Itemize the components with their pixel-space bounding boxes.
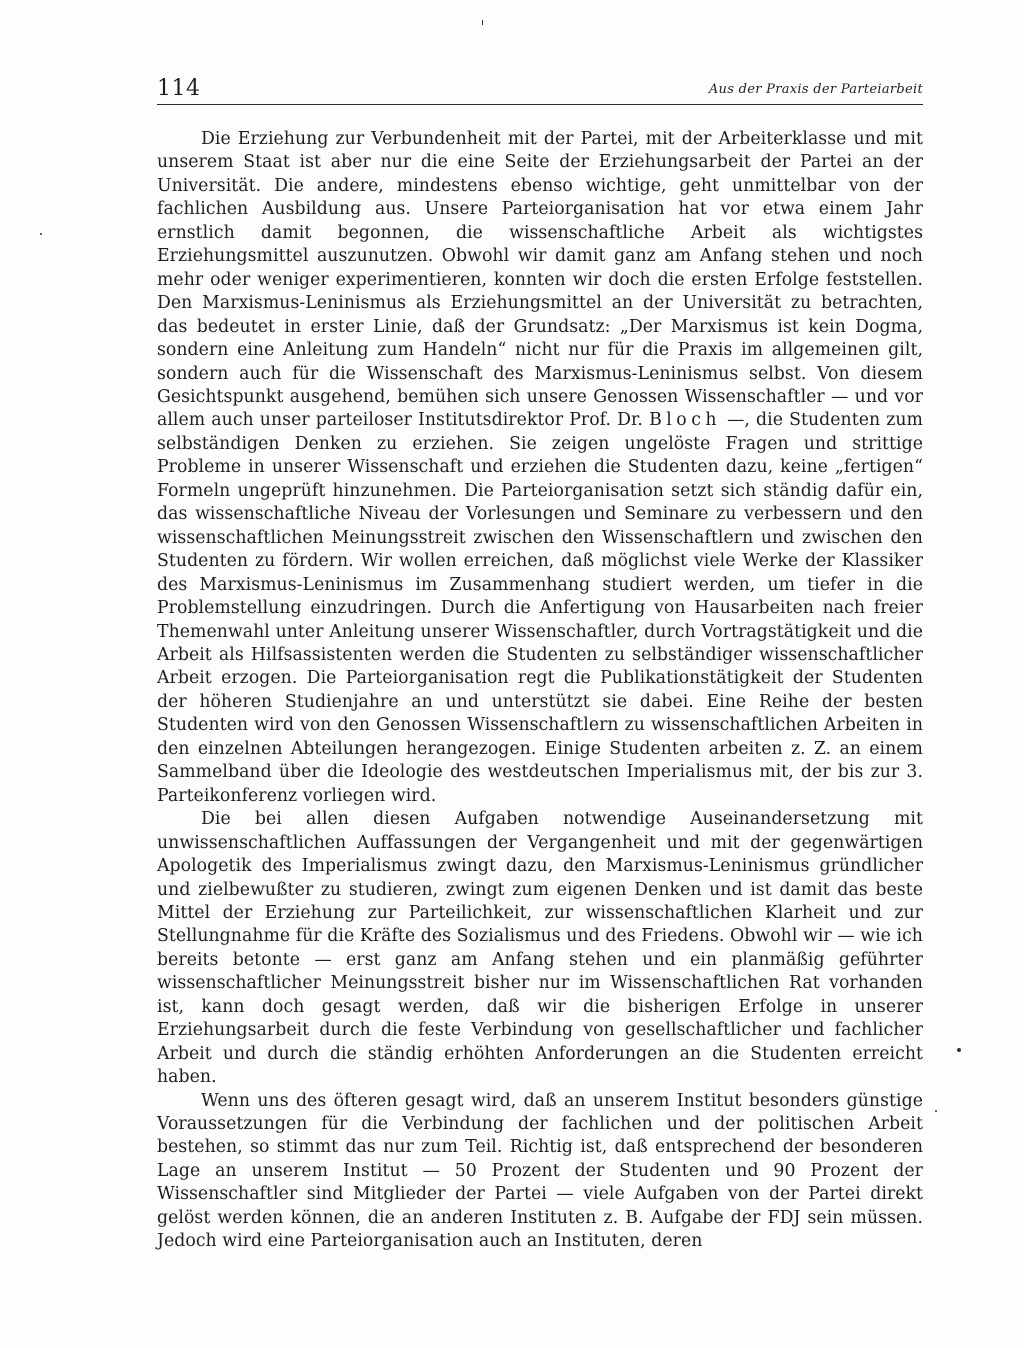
paragraph-3: Wenn uns des öfteren gesagt wird, daß an unserem Institut besonders günstige Voraussetzungen für die Verbindung der fachlichen und der politischen Arbeit bestehen, so stimmt das nur zum Teil. Richtig ist, daß entsprechend der besonderen Lage an unserem Institut — 50 Prozent der Studenten und 90 Prozent der Wissenschaftler sind Mitglieder der Partei — viele Aufgaben von der Partei direkt gelöst werden können, die an anderen Instituten z. B. Aufgabe der FDJ sein müssen. Jedoch wird eine Parteiorganisation auch an Instituten, deren bbox=[157, 1090, 923, 1252]
paragraph-1-part-a: Die Erziehung zur Verbundenheit mit der Partei, mit der Arbeiterklasse und mit unserem Staat ist aber nur die eine Seite der Erziehungsarbeit der Partei an der Universität. Die andere, mindestens ebenso wichtige, geht unmittelbar von der fachlichen Ausbildung aus. Unsere Parteiorganisation hat vor etwa einem Jahr ernstlich damit begonnen, die wissenschaftliche Arbeit als wichtigstes Erziehungsmittel auszunutzen. Obwohl wir damit ganz am Anfang stehen und noch mehr oder weniger experimentieren, konnten wir doch die ersten Erfolge feststellen. Den Marxismus-Leninismus als Erziehungsmittel an der Universität zu betrachten, das bedeutet in erster Linie, daß der Grundsatz: „Der Marxismus ist kein Dogma, sondern eine Anleitung zum Handeln“ nicht nur für die Praxis im allgemeinen gilt, sondern auch für die Wissenschaft des Marxismus-Leninismus selbst. Von diesem Gesichtspunkt ausgehend, bemühen sich unsere Genossen Wissenschaftler — und vor allem auch unser parteiloser Institutsdirektor Prof. Dr. bbox=[157, 129, 923, 431]
page-header bbox=[157, 76, 923, 106]
paragraph-1-part-b: —, die Studenten zum selbständigen Denken zu erziehen. Sie zeigen ungelöste Fragen und strittige Probleme in unserer Wissenschaft und erziehen die Studenten dazu, keine „fertigen“ Formeln ungeprüft hinzunehmen. Die Parteiorganisation setzt sich ständig dafür ein, das wissenschaftliche Niveau der Vorlesungen und Seminare zu verbessern und den wissenschaftlichen Meinungsstreit zwischen den Wissenschaftlern und zwischen den Studenten zu fördern. Wir wollen erreichen, daß möglichst viele Werke der Klassiker des Marxismus-Leninismus im Zusammenhang studiert werden, um tiefer in die Problemstellung einzudringen. Durch die Anfertigung von Hausarbeiten nach freier Themenwahl unter Anleitung unserer Wissenschaftler, durch Vortragstätigkeit und die Arbeit als Hilfsassistenten werden die Studenten zu selbständiger wissenschaftlicher Arbeit erzogen. Die Parteiorganisation regt die Publikationstätigkeit der Studenten der höheren Studienjahre an und unterstützt sie dabei. Eine Reihe der besten Studenten wird von den Genossen Wissenschaftlern zu wissenschaftlichen Arbeiten in den einzelnen Abteilungen herangezogen. Einige Studenten arbeiten z. Z. an einem Sammelband über die Ideologie des westdeutschen Imperialismus mit, der bis zur 3. Parteikonferenz vorliegen wird. bbox=[157, 410, 923, 806]
scan-speck bbox=[957, 1048, 961, 1052]
scan-speck bbox=[482, 20, 483, 25]
page-number: 114 bbox=[157, 76, 201, 101]
paragraph-1 bbox=[157, 128, 923, 808]
scan-speck bbox=[935, 1110, 937, 1112]
running-head: Aus der Praxis der Parteiarbeit bbox=[708, 82, 923, 97]
spaced-name-bloch: Bloch bbox=[649, 410, 722, 431]
scan-speck bbox=[40, 233, 42, 235]
header-rule bbox=[157, 104, 923, 105]
paragraph-2: Die bei allen diesen Aufgaben notwendige Auseinandersetzung mit unwissenschaftlichen Auffassungen der Vergangenheit und mit der gegenwärtigen Apologetik des Imperialismus zwingt dazu, den Marxismus-Leninismus gründlicher und zielbewußter zu studieren, zwingt zum eigenen Denken und ist damit das beste Mittel der Erziehung zur Parteilichkeit, zur wissenschaftlichen Klarheit und zur Stellungnahme für die Kräfte des Sozialismus und des Friedens. Obwohl wir — wie ich bereits betonte — erst ganz am Anfang stehen und ein planmäßig geführter wissenschaftlicher Meinungsstreit bisher nur im Wissenschaftlichen Rat vorhanden ist, kann doch gesagt werden, daß wir die bisherigen Erfolge in unserer Erziehungsarbeit durch die feste Verbindung von gesellschaftlicher und fachlicher Arbeit und durch die ständig erhöhten Anforderungen an die Studenten erreicht haben. bbox=[157, 809, 923, 1088]
body-text bbox=[157, 128, 923, 1254]
